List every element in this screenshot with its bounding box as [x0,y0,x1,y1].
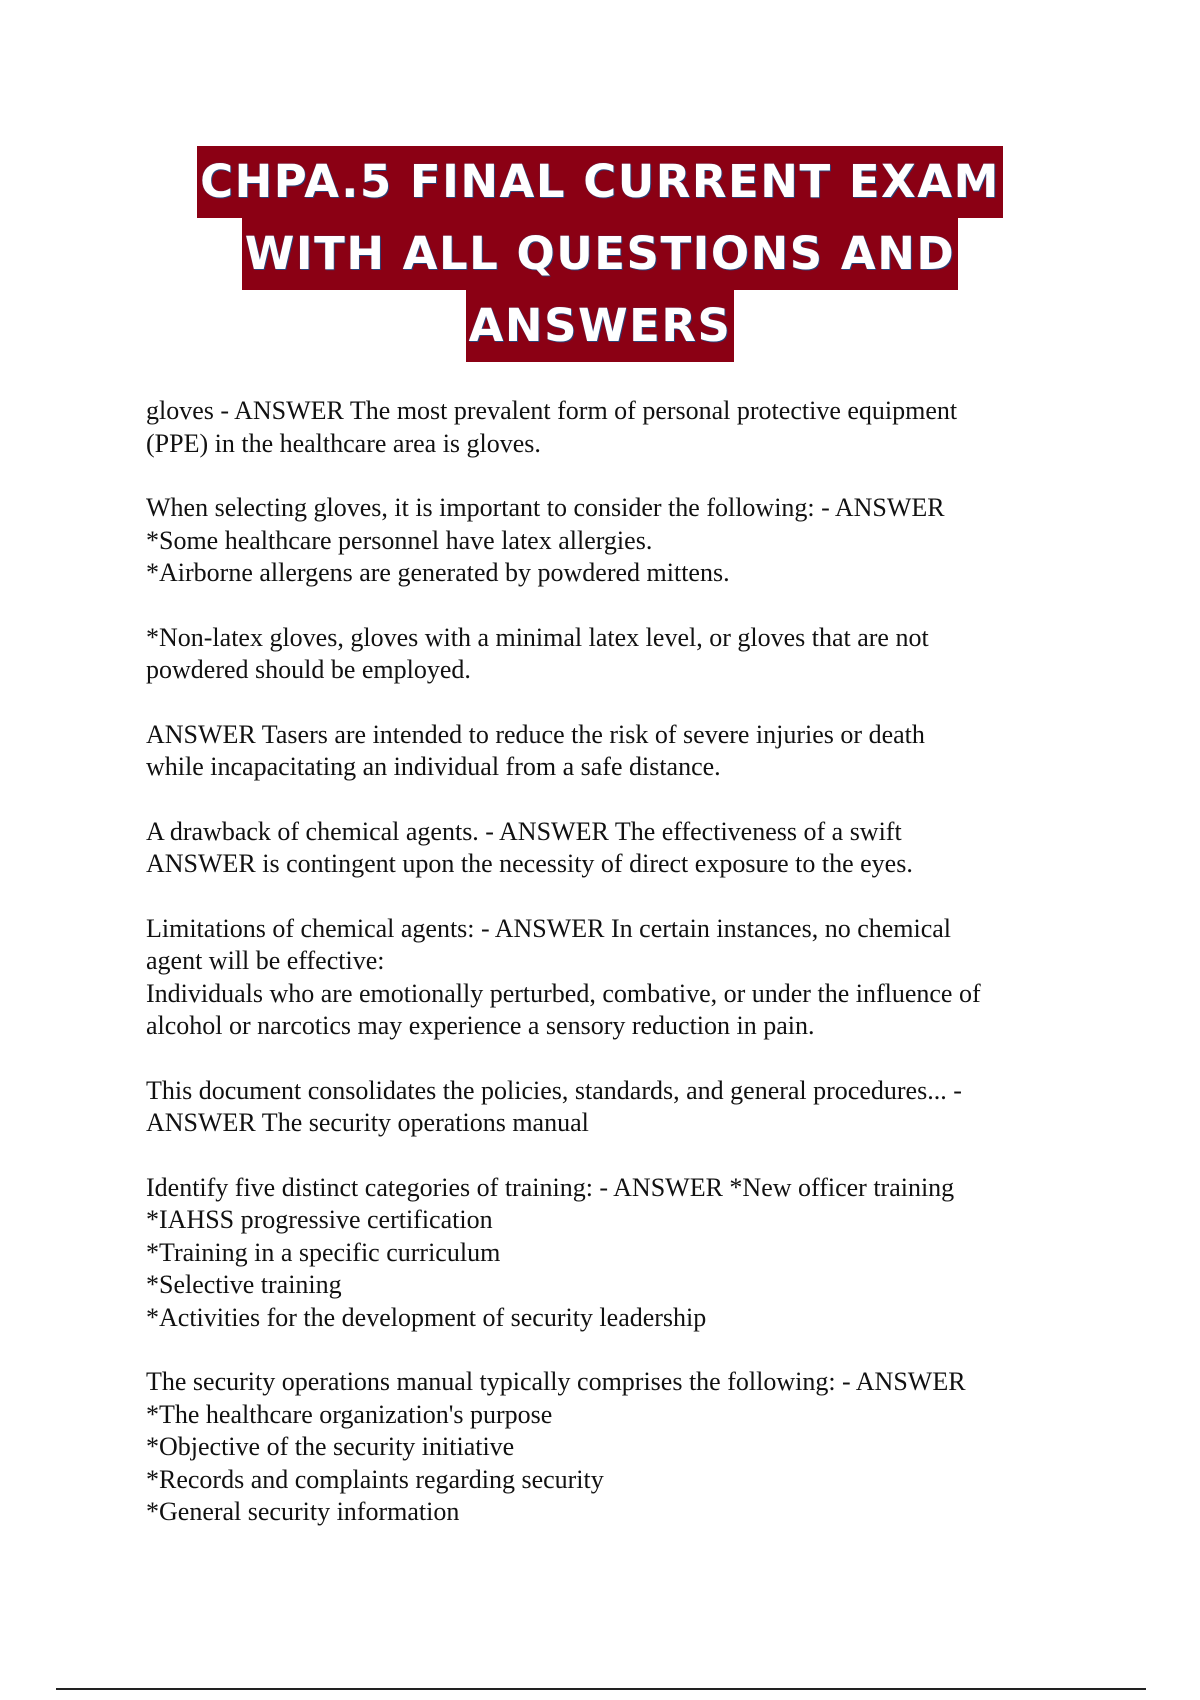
entry-text-line: *Activities for the development of security leadership [146,1302,707,1332]
entry-text-line: gloves - ANSWER The most prevalent form of personal protective equipment [146,396,958,425]
entry-text-line: *The healthcare organization's purpose [146,1399,553,1429]
entry-text-line: When selecting gloves, it is important to consider the following: - ANSWER [146,493,945,522]
entry-text-line: ANSWER Tasers are intended to reduce the risk of severe injuries or death [146,719,925,749]
entry-text-line: powdered should be employed. [146,655,471,684]
entry-text-line: (PPE) in the healthcare area is gloves. [146,428,541,458]
entry-text-line: Limitations of chemical agents: - ANSWER In certain instances, no chemical [146,913,952,943]
title-line-3: ANSWERS [466,290,735,362]
entry-text-line: The security operations manual typically comprises the following: - ANSWER [146,1367,966,1396]
entry-text-line: Identify five distinct categories of training: - ANSWER *New officer training [146,1172,955,1202]
qa-entry-3 [146,622,1066,687]
qa-entry-6 [146,913,1066,1043]
qa-entry-9 [146,1366,1066,1529]
footer-divider [56,1688,1146,1690]
entry-text-line: agent will be effective: [146,946,385,975]
entry-text-line: A drawback of chemical agents. - ANSWER The effectiveness of a swift [146,816,902,846]
qa-entry-5 [146,816,1066,881]
entry-text-line: *IAHSS progressive certification [146,1205,493,1234]
entry-text-line: Individuals who are emotionally perturbed, combative, or under the influence of [146,978,981,1008]
entry-text-line: *Non-latex gloves, gloves with a minimal latex level, or gloves that are not [146,622,929,652]
entry-text-line: ANSWER The security operations manual [146,1108,589,1137]
qa-entry-2 [146,492,1066,590]
title-line-1: CHPA.5 FINAL CURRENT EXAM [197,146,1003,218]
qa-entry-8 [146,1172,1066,1335]
entry-text-line: *Airborne allergens are generated by powdered mittens. [146,558,730,587]
qa-entry-1 [146,395,1066,460]
entry-text-line: while incapacitating an individual from a safe distance. [146,752,721,781]
entry-text-line: This document consolidates the policies, standards, and general procedures... - [146,1075,962,1105]
entry-text-line: *Training in a specific curriculum [146,1237,501,1267]
qa-entry-7 [146,1075,1066,1140]
entry-text-line: alcohol or narcotics may experience a sensory reduction in pain. [146,1011,815,1040]
entry-text-line: *Selective training [146,1270,342,1299]
title-line-2: WITH ALL QUESTIONS AND [242,218,958,290]
document-body [146,395,1066,1561]
entry-text-line: ANSWER is contingent upon the necessity of direct exposure to the eyes. [146,849,913,878]
entry-text-line: *Objective of the security initiative [146,1432,515,1461]
qa-entry-4 [146,719,1066,784]
entry-text-line: *General security information [146,1497,460,1526]
entry-text-line: *Some healthcare personnel have latex allergies. [146,525,653,555]
entry-text-line: *Records and complaints regarding security [146,1464,604,1494]
document-title [0,146,1200,362]
